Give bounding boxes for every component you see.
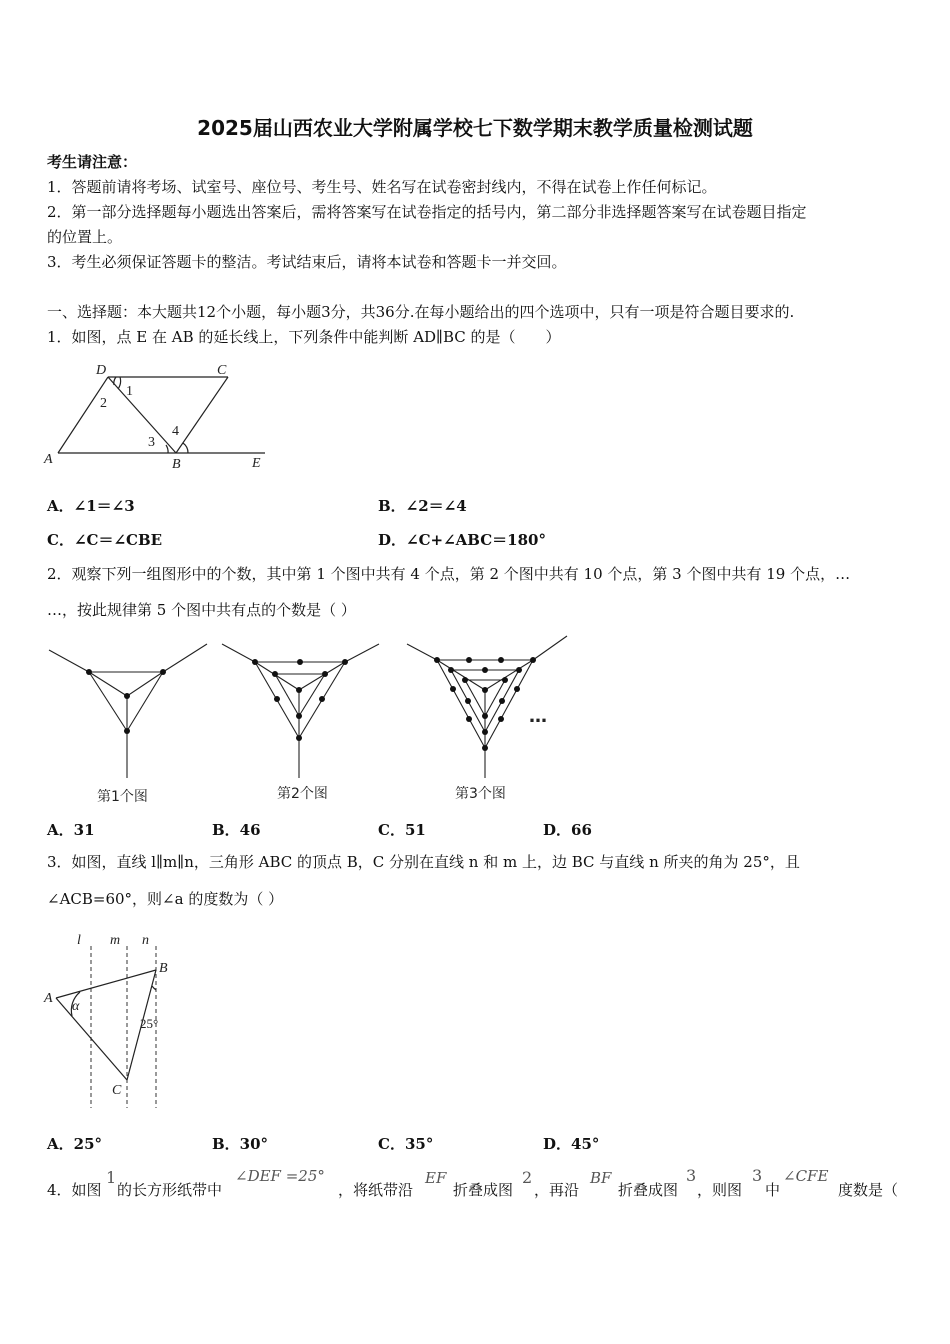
q2-caption-1: 第1个图 — [97, 789, 148, 805]
q3-stem-a: 3．如图，直线 l∥m∥n，三角形 ABC 的顶点 B，C 分别在直线 n 和 m 上，边 BC 与直线 n 所夹的角为 25°，且 — [47, 853, 800, 871]
q1-label-c: C — [217, 363, 227, 378]
q2-option-b: B．46 — [212, 821, 261, 839]
q1-option-b: B．∠2＝∠4 — [378, 497, 467, 515]
q3-label-25deg: 25° — [140, 1016, 159, 1031]
q1-label-e: E — [252, 456, 261, 471]
q4-text-7: ，则图 — [697, 1181, 743, 1199]
q3-label-alpha: α — [72, 999, 80, 1014]
q3-label-c: C — [112, 1083, 122, 1098]
q4-text-9: 度数是（ — [838, 1181, 899, 1199]
page-title: 2025届山西农业大学附属学校七下数学期末教学质量检测试题 — [197, 116, 753, 140]
q1-label-a: A — [44, 452, 53, 467]
q3-option-c: C．35° — [378, 1135, 434, 1153]
q3-label-n: n — [142, 933, 149, 948]
q4-bf: BF — [590, 1169, 612, 1187]
section-heading: 一、选择题：本大题共12个小题，每小题3分，共36分.在每小题给出的四个选项中，只有一项是符合题目要求的. — [47, 303, 795, 321]
notice-item-2a: 2．第一部分选择题每小题选出答案后，需将答案写在试卷指定的括号内，第二部分非选择题答案写在试卷题目指定 — [47, 203, 807, 221]
q3-option-d: D．45° — [543, 1135, 600, 1153]
q4-text-4: 折叠成图 — [453, 1181, 514, 1199]
q4-fig-num-1: 1 — [106, 1168, 117, 1187]
q2-ellipsis: … — [529, 706, 547, 727]
q1-stem: 1．如图，点 E 在 AB 的延长线上，下列条件中能判断 AD∥BC 的是（ ） — [47, 328, 561, 346]
q2-caption-2: 第2个图 — [277, 786, 328, 802]
notice-item-1: 1．答题前请将考场、试室号、座位号、考生号、姓名写在试卷密封线内，不得在试卷上作任何标记。 — [47, 178, 717, 196]
q4-fig-num-4: 3 — [752, 1166, 763, 1185]
notice-heading: 考生请注意： — [47, 153, 138, 171]
q1-label-1: 1 — [126, 384, 133, 399]
q2-dot-pattern-figure — [45, 628, 585, 808]
q4-fig-num-3: 3 — [686, 1166, 697, 1185]
q1-label-b: B — [172, 457, 181, 472]
q3-label-a: A — [44, 991, 53, 1006]
q2-caption-3: 第3个图 — [455, 786, 506, 802]
q3-label-l: l — [77, 933, 81, 948]
q3-parallel-lines-figure — [40, 928, 180, 1113]
q3-option-a: A．25° — [47, 1135, 103, 1153]
q3-label-b: B — [159, 961, 168, 976]
q4-ef: EF — [425, 1169, 447, 1187]
q2-stem-b: …，按此规律第 5 个图中共有点的个数是（ ） — [47, 601, 356, 619]
q1-option-a: A．∠1＝∠3 — [47, 497, 135, 515]
q4-text-8: 中 — [765, 1181, 781, 1199]
q4-text-1: 4．如图 — [47, 1181, 102, 1199]
q1-label-4: 4 — [172, 424, 179, 439]
q3-stem-b: ∠ACB=60°，则∠a 的度数为（ ） — [47, 890, 284, 908]
q4-text-5: ，再沿 — [534, 1181, 580, 1199]
q4-text-6: 折叠成图 — [618, 1181, 679, 1199]
q4-angle-cfe: ∠CFE — [783, 1167, 829, 1185]
notice-item-3: 3．考生必须保证答题卡的整洁。考试结束后，请将本试卷和答题卡一并交回。 — [47, 253, 567, 271]
q4-text-3: ，将纸带沿 — [338, 1181, 414, 1199]
q2-option-c: C．51 — [378, 821, 426, 839]
q1-option-d: D．∠C+∠ABC＝180° — [378, 531, 546, 549]
q2-stem-a: 2．观察下列一组图形中的个数，其中第 1 个图中共有 4 个点，第 2 个图中共有 10 个点，第 3 个图中共有 19 个点，… — [47, 565, 851, 583]
notice-item-2b: 的位置上。 — [47, 228, 123, 246]
q3-option-b: B．30° — [212, 1135, 269, 1153]
q1-option-c: C．∠C＝∠CBE — [47, 531, 163, 549]
q1-label-3: 3 — [148, 435, 155, 450]
q2-option-a: A．31 — [47, 821, 95, 839]
q4-angle-def: ∠DEF =25° — [235, 1167, 325, 1185]
q4-text-2: 的长方形纸带中 — [117, 1181, 223, 1199]
q1-label-d: D — [96, 363, 107, 378]
q1-label-2: 2 — [100, 396, 107, 411]
q4-fig-num-2: 2 — [522, 1168, 533, 1187]
q2-option-d: D．66 — [543, 821, 592, 839]
q1-parallelogram-figure — [40, 355, 275, 475]
q3-label-m: m — [110, 933, 121, 948]
